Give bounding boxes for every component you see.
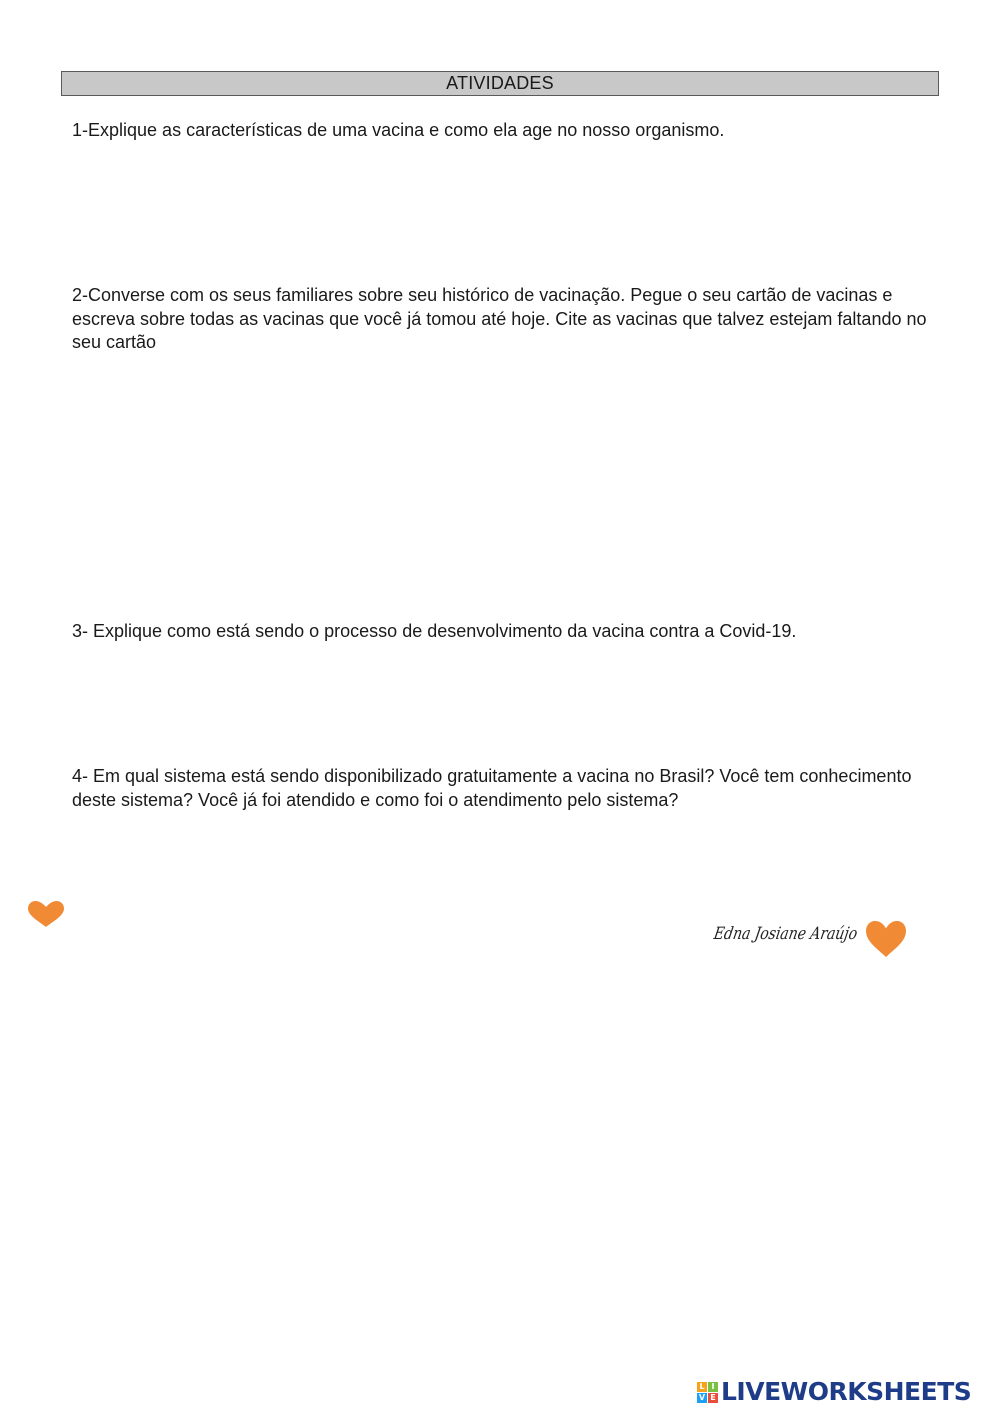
signature: Edna Josiane Araújo xyxy=(712,924,859,944)
liveworksheets-logo xyxy=(697,1377,971,1407)
heart-icon xyxy=(864,920,908,958)
logo-letter: L xyxy=(697,1382,707,1392)
logo-letter: V xyxy=(698,1392,706,1402)
logo-letter: E xyxy=(708,1393,718,1403)
heart-icon xyxy=(26,900,66,928)
page-title: ATIVIDADES xyxy=(61,71,939,96)
question-3: 3- Explique como está sendo o processo de desenvolvimento da vacina contra a Covid-19. xyxy=(72,621,797,641)
logo-letter: I xyxy=(708,1382,718,1392)
question-1: 1-Explique as características de uma vacina e como ela age no nosso organismo. xyxy=(72,120,725,140)
question-2: 2-Converse com os seus familiares sobre seu histórico de vacinação. Pegue o seu cartão de vacinas e escreva sobre todas as vacinas que você já tomou até hoje. Cite as vacinas que talvez estejam faltando no seu cartão xyxy=(72,285,927,352)
brand-text: LIVEWORKSHEETS xyxy=(721,1377,972,1406)
brand-logo-icon xyxy=(697,1382,718,1403)
question-4: 4- Em qual sistema está sendo disponibilizado gratuitamente a vacina no Brasil? Você tem conhecimento deste sistema? Você já foi atendido e como foi o atendimento pelo sistema? xyxy=(72,766,912,810)
